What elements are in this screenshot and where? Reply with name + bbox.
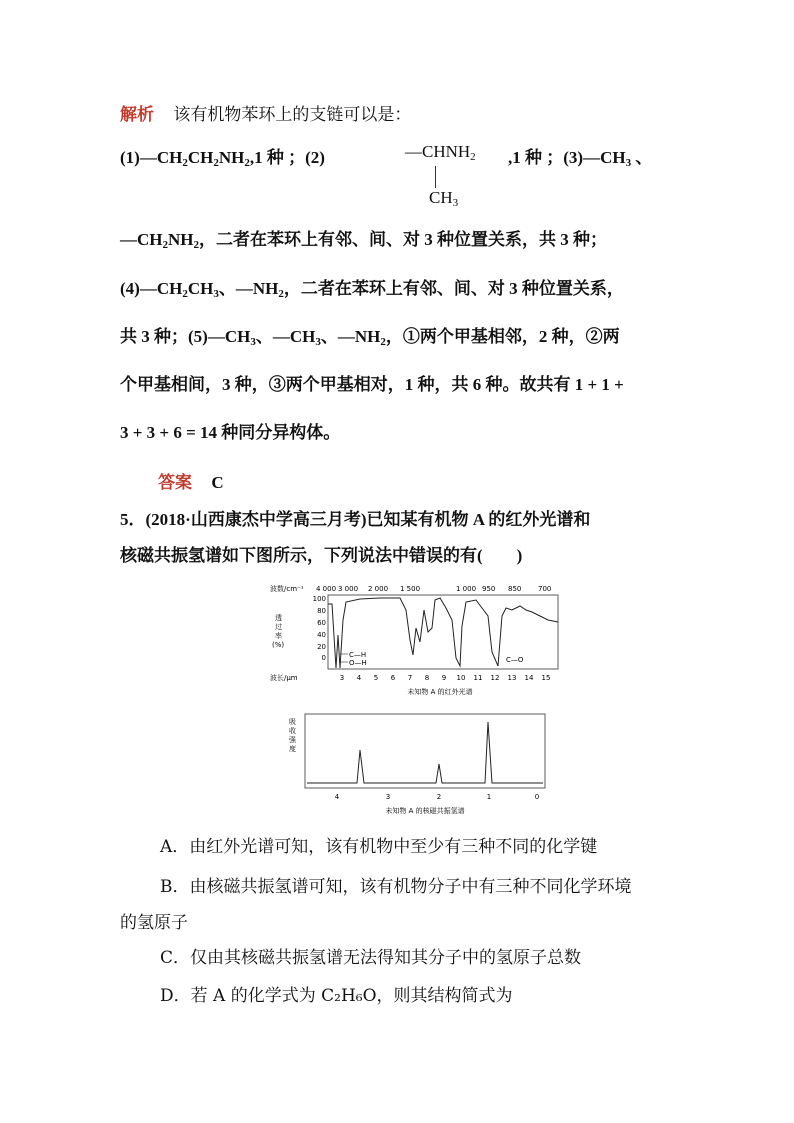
ytick: 100: [312, 595, 326, 603]
ir-wavenumber-ticks: [316, 585, 551, 593]
xtick: 5: [373, 674, 379, 682]
ir-y-label: [272, 613, 284, 649]
text: ，二者在苯环上有邻、间、对 3 种位置关系，共 3 种；: [199, 230, 607, 249]
analysis-line-2b: [508, 146, 652, 175]
answer-line: [158, 471, 224, 495]
xtick: 1: [486, 793, 492, 801]
ann-ch: C—H: [349, 651, 367, 659]
text: 、—CH: [255, 327, 316, 346]
text: ,1 种 ；(2): [249, 148, 325, 167]
ytick: 80: [317, 607, 326, 615]
text: 、: [631, 148, 653, 167]
wavenumber-tick: 4 000: [316, 585, 337, 593]
analysis-line-4: [120, 277, 624, 306]
ir-annotations: [340, 651, 524, 667]
ylabel-char: 强: [289, 736, 296, 744]
answer-value: C: [211, 473, 224, 492]
analysis-line-7: 3 + 3 + 6 = 14 种同分异构体。: [120, 423, 341, 442]
nmr-caption: 未知物 A 的核磁共振氢谱: [385, 807, 465, 815]
xtick: 4: [356, 674, 362, 682]
ylabel-char: (%): [272, 641, 285, 649]
text: 、—NH: [218, 279, 279, 298]
xtick: 10: [456, 674, 466, 682]
xtick: 7: [407, 674, 413, 682]
wavenumber-tick: 1 000: [456, 585, 477, 593]
sub: 3: [250, 336, 256, 348]
sub: 2: [162, 239, 168, 251]
ylabel-char: 度: [289, 745, 296, 753]
nmr-plot-frame: [305, 714, 545, 788]
text: CH: [429, 188, 453, 207]
ir-spectrum-figure: [270, 580, 570, 698]
xtick: 13: [507, 674, 517, 682]
sub: 3: [315, 336, 321, 348]
wavenumber-tick: 1 500: [400, 585, 421, 593]
text: 、—NH: [320, 327, 381, 346]
analysis-line-6: 个甲基相间，3 种，③两个甲基相对，1 种，共 6 种。故共有 1 + 1 +: [120, 375, 624, 394]
wavenumber-tick: 2 000: [368, 585, 389, 593]
sub: 2: [193, 239, 199, 251]
analysis-line-1: [120, 103, 411, 127]
xtick: 3: [339, 674, 345, 682]
text: ,1 种 ；(3)—CH: [508, 148, 626, 167]
sub: 3: [625, 157, 632, 169]
ir-wavelength-label: 波长/μm: [270, 674, 298, 682]
xtick: 11: [473, 674, 483, 682]
option-a: A．由红外光谱可知，该有机物中至少有三种不同的化学键: [160, 837, 598, 857]
analysis-line-5: [120, 325, 620, 354]
wavenumber-tick: 3 000: [338, 585, 359, 593]
xtick: 2: [436, 793, 442, 801]
ylabel-char: 透: [275, 614, 282, 622]
text: CH: [187, 279, 214, 298]
sub: 3: [213, 288, 219, 300]
ir-caption: 未知物 A 的红外光谱: [407, 688, 473, 696]
struct-top: —CHNH: [405, 142, 471, 161]
sub: 2: [182, 288, 188, 300]
analysis-label: 解析: [120, 105, 154, 125]
struct-ch3: [429, 188, 458, 209]
text: NH: [218, 148, 245, 167]
ytick: 20: [317, 643, 326, 651]
xtick: 15: [541, 674, 551, 682]
ylabel-char: 率: [275, 632, 282, 640]
sub: 2: [244, 157, 250, 169]
ylabel-char: 收: [289, 727, 296, 735]
text: NH: [168, 230, 194, 249]
xtick: 6: [390, 674, 396, 682]
xtick: 0: [534, 793, 540, 801]
xtick: 3: [385, 793, 391, 801]
xtick: 12: [490, 674, 500, 682]
text: ，①两个甲基相邻，2 种，②两: [385, 327, 620, 346]
text: 共 3 种；(5)—CH: [120, 327, 251, 346]
wavenumber-tick: 950: [482, 585, 496, 593]
question-line-2: 核磁共振氢谱如下图所示，下列说法中错误的有( ): [120, 546, 523, 565]
sub: 2: [213, 157, 219, 169]
ytick: 0: [321, 654, 326, 662]
analysis-intro: 该有机物苯环上的支链可以是：: [173, 105, 412, 125]
text: CH: [187, 148, 214, 167]
sub: 2: [380, 336, 386, 348]
nmr-x-ticks: [335, 793, 539, 801]
text: (4)—CH: [120, 279, 183, 298]
xtick: 14: [524, 674, 534, 682]
option-d: D．若 A 的化学式为 C₂H₆O，则其结构简式为: [160, 986, 513, 1006]
ir-wavenumber-label: 波数/cm⁻¹: [270, 585, 304, 593]
wavenumber-tick: 850: [508, 585, 522, 593]
ir-y-ticks: [313, 595, 326, 662]
ann-co: C—O: [506, 656, 524, 664]
xtick: 4: [334, 793, 340, 801]
nmr-spectrum-figure: [285, 712, 555, 820]
ytick: 60: [317, 619, 326, 627]
ytick: 40: [317, 631, 326, 639]
option-b-cont: 的氢原子: [120, 913, 188, 933]
ir-x-ticks: [340, 674, 551, 682]
sub: 3: [452, 197, 459, 209]
text: ，二者在苯环上有邻、间、对 3 种位置关系，: [283, 279, 624, 298]
analysis-line-3: [120, 228, 607, 257]
ylabel-char: 吸: [289, 718, 296, 726]
sub: 2: [182, 157, 188, 169]
xtick: 8: [424, 674, 430, 682]
ylabel-char: 过: [275, 623, 282, 631]
nmr-y-label: [289, 717, 297, 753]
sub: 2: [470, 151, 476, 163]
question-line-1: 5．(2018·山西康杰中学高三月考)已知某有机物 A 的红外光谱和: [120, 510, 591, 529]
option-b: B．由核磁共振氢谱可知，该有机物分子中有三种不同化学环境: [160, 877, 632, 897]
wavenumber-tick: 700: [538, 585, 552, 593]
xtick: 9: [441, 674, 447, 682]
nmr-spectrum-curve: [307, 722, 543, 783]
ann-oh: O—H: [349, 659, 367, 667]
structure-chnh2-ch3: [405, 142, 476, 209]
answer-label: 答案: [158, 473, 192, 493]
text: (1)—CH: [120, 148, 183, 167]
bond-line: [435, 166, 436, 188]
text: —CH: [120, 230, 163, 249]
option-c: C．仅由其核磁共振氢谱无法得知其分子中的氢原子总数: [160, 948, 582, 968]
analysis-line-2: [120, 146, 325, 175]
sub: 2: [278, 288, 284, 300]
